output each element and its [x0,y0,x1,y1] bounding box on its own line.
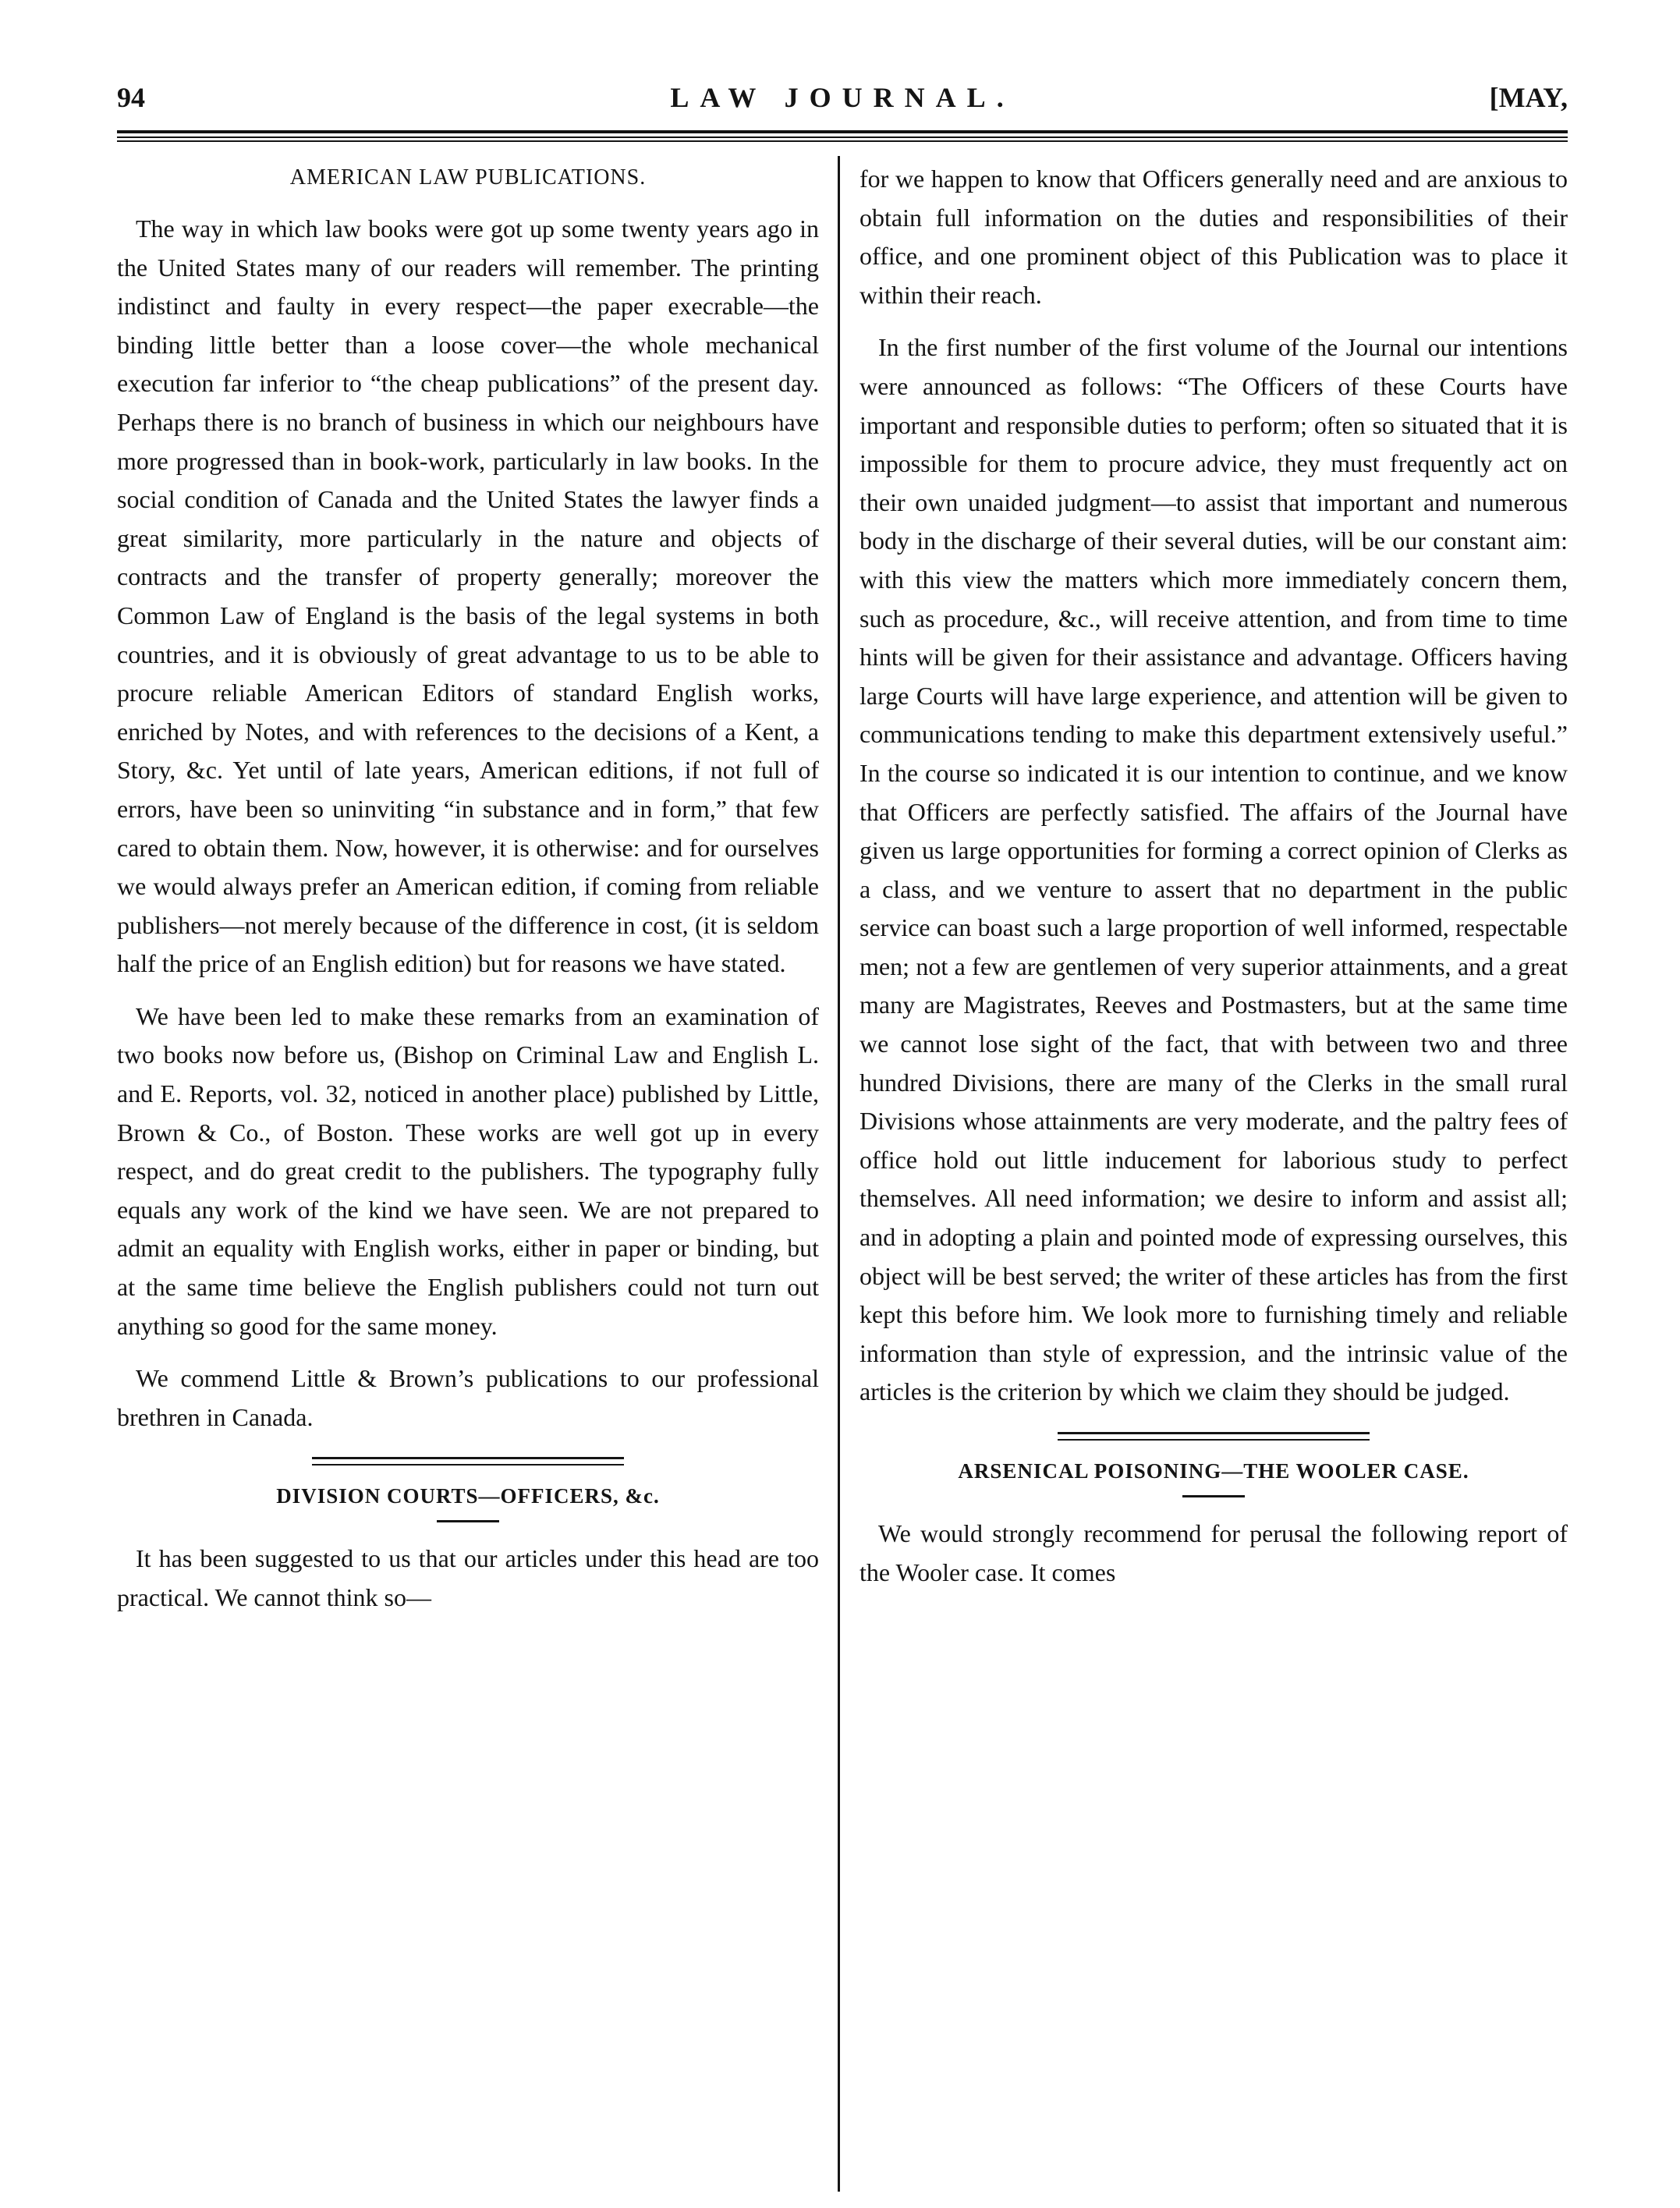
separator-double-rule [1058,1432,1370,1441]
header-rule-thick [117,130,1568,133]
article-paragraph: for we happen to know that Officers generally need and are anxious to obtain full information on the duties and responsibilities of their office, and one prominent object of this Publication was to place it within their reach. [859,165,1568,309]
page-header [117,78,1568,125]
header-rule-thin [117,136,1568,138]
section-title-division-courts: DIVISION COURTS—OFFICERS, &c. [276,1484,660,1508]
header-rule-thin-2 [117,140,1568,142]
section-separator [117,1457,819,1466]
section-title-american-law: AMERICAN LAW PUBLICATIONS. [289,165,647,190]
right-column [859,160,1568,2188]
journal-title: LAW JOURNAL. [670,82,1015,113]
article-paragraph: The way in which law books were got up some twenty years ago in the United States many of our readers will remember. The printing indistinct and faulty in every respect—the paper execrable—the binding little better than a loose cover—the whole mechanical execution far inferior to “the cheap publications” of the present day. Perhaps there is no branch of business in which our neighbours have more progressed than in book-work, particularly in law books. In the social condition of Canada and the United States the lawyer finds a great similarity, more particularly in the nature and objects of contracts and the transfer of property generally; moreover the Common Law of England is the basis of the legal systems in both countries, and it is obviously of great advantage to us to be able to procure reliable American Editors of standard English works, enriched by Notes, and with references to the decisions of a Kent, a Story, &c. Yet until of late years, American editions, if not full of errors, have been so uninviting “in substance and in form,” that few cared to obtain them. Now, however, it is otherwise: and for ourselves we would always prefer an American edition, if coming from reliable publishers—not merely because of the difference in cost, (it is seldom half the price of an English edition) but for reasons we have stated. [117,214,819,978]
title-underline [437,1520,499,1522]
article-paragraph: In the first number of the first volume of the Journal our intentions were announced as follows: “The Officers of these Courts have important and responsible duties to perform; often so situated that it is impossible for them to procure advice, they must frequently act on their own unaided judgment—to assist that important and numerous body in the discharge of their several duties, will be our constant aim: with this view the matters which more immediately concern them, such as procedure, &c., will receive attention, and from time to time hints will be given for their assistance and advantage. Officers having large Courts will have large experience, and attention will be given to communications tending to make this department extensively useful.” In the course so indicated it is our intention to continue, and we know that Officers are perfectly satisfied. The affairs of the Journal have given us large opportunities for forming a correct opinion of Clerks as a class, and we venture to assert that no department in the public service can boast such a large proportion of well informed, respectable men; not a few are gentlemen of very superior attainments, and a great many are Magistrates, Reeves and Postmasters, but at the same time we cannot lose sight of the fact, that with between two and three hundred Divisions, there are many of the Clerks in the small rural Divisions whose attainments are very moderate, and the paltry fees of office hold out little inducement for laborious study to perfect themselves. All need information; we desire to inform and assist all; and in adopting a plain and pointed mode of expressing ourselves, this object will be best served; the writer of these articles has from the first kept this before him. We look more to furnishing timely and reliable information than style of expression, and the intrinsic value of the articles is the criterion by which we claim they should be judged. [859,333,1568,1406]
article-paragraph: We have been led to make these remarks from an examination of two books now before us, (Bishop on Criminal Law and English L. and E. Reports, vol. 32, noticed in another place) published by Little, Brown & Co., of Boston. These works are well got up in every respect, and do great credit to the publishers. The typography fully equals any work of the kind we have seen. We are not prepared to admit an equality with English works, either in paper or binding, but at the same time believe the English publishers could not turn out anything so good for the same money. [117,1001,819,1340]
issue-month: [MAY, [1489,82,1568,113]
column-divider [838,156,840,2192]
separator-double-rule [312,1457,624,1466]
article-paragraph: It has been suggested to us that our articles under this head are too practical. We cannot think so— [117,1544,819,1611]
section-separator [859,1432,1568,1441]
page-number: 94 [117,82,145,113]
title-underline [1182,1495,1245,1497]
left-column [117,160,819,2188]
article-paragraph: We would strongly recommend for perusal the following report of the Wooler case. It comes [859,1519,1568,1586]
section-title-arsenical-poisoning: ARSENICAL POISONING—THE WOOLER CASE. [958,1459,1469,1483]
article-paragraph: We commend Little & Brown’s publications to our professional brethren in Canada. [117,1364,819,1431]
